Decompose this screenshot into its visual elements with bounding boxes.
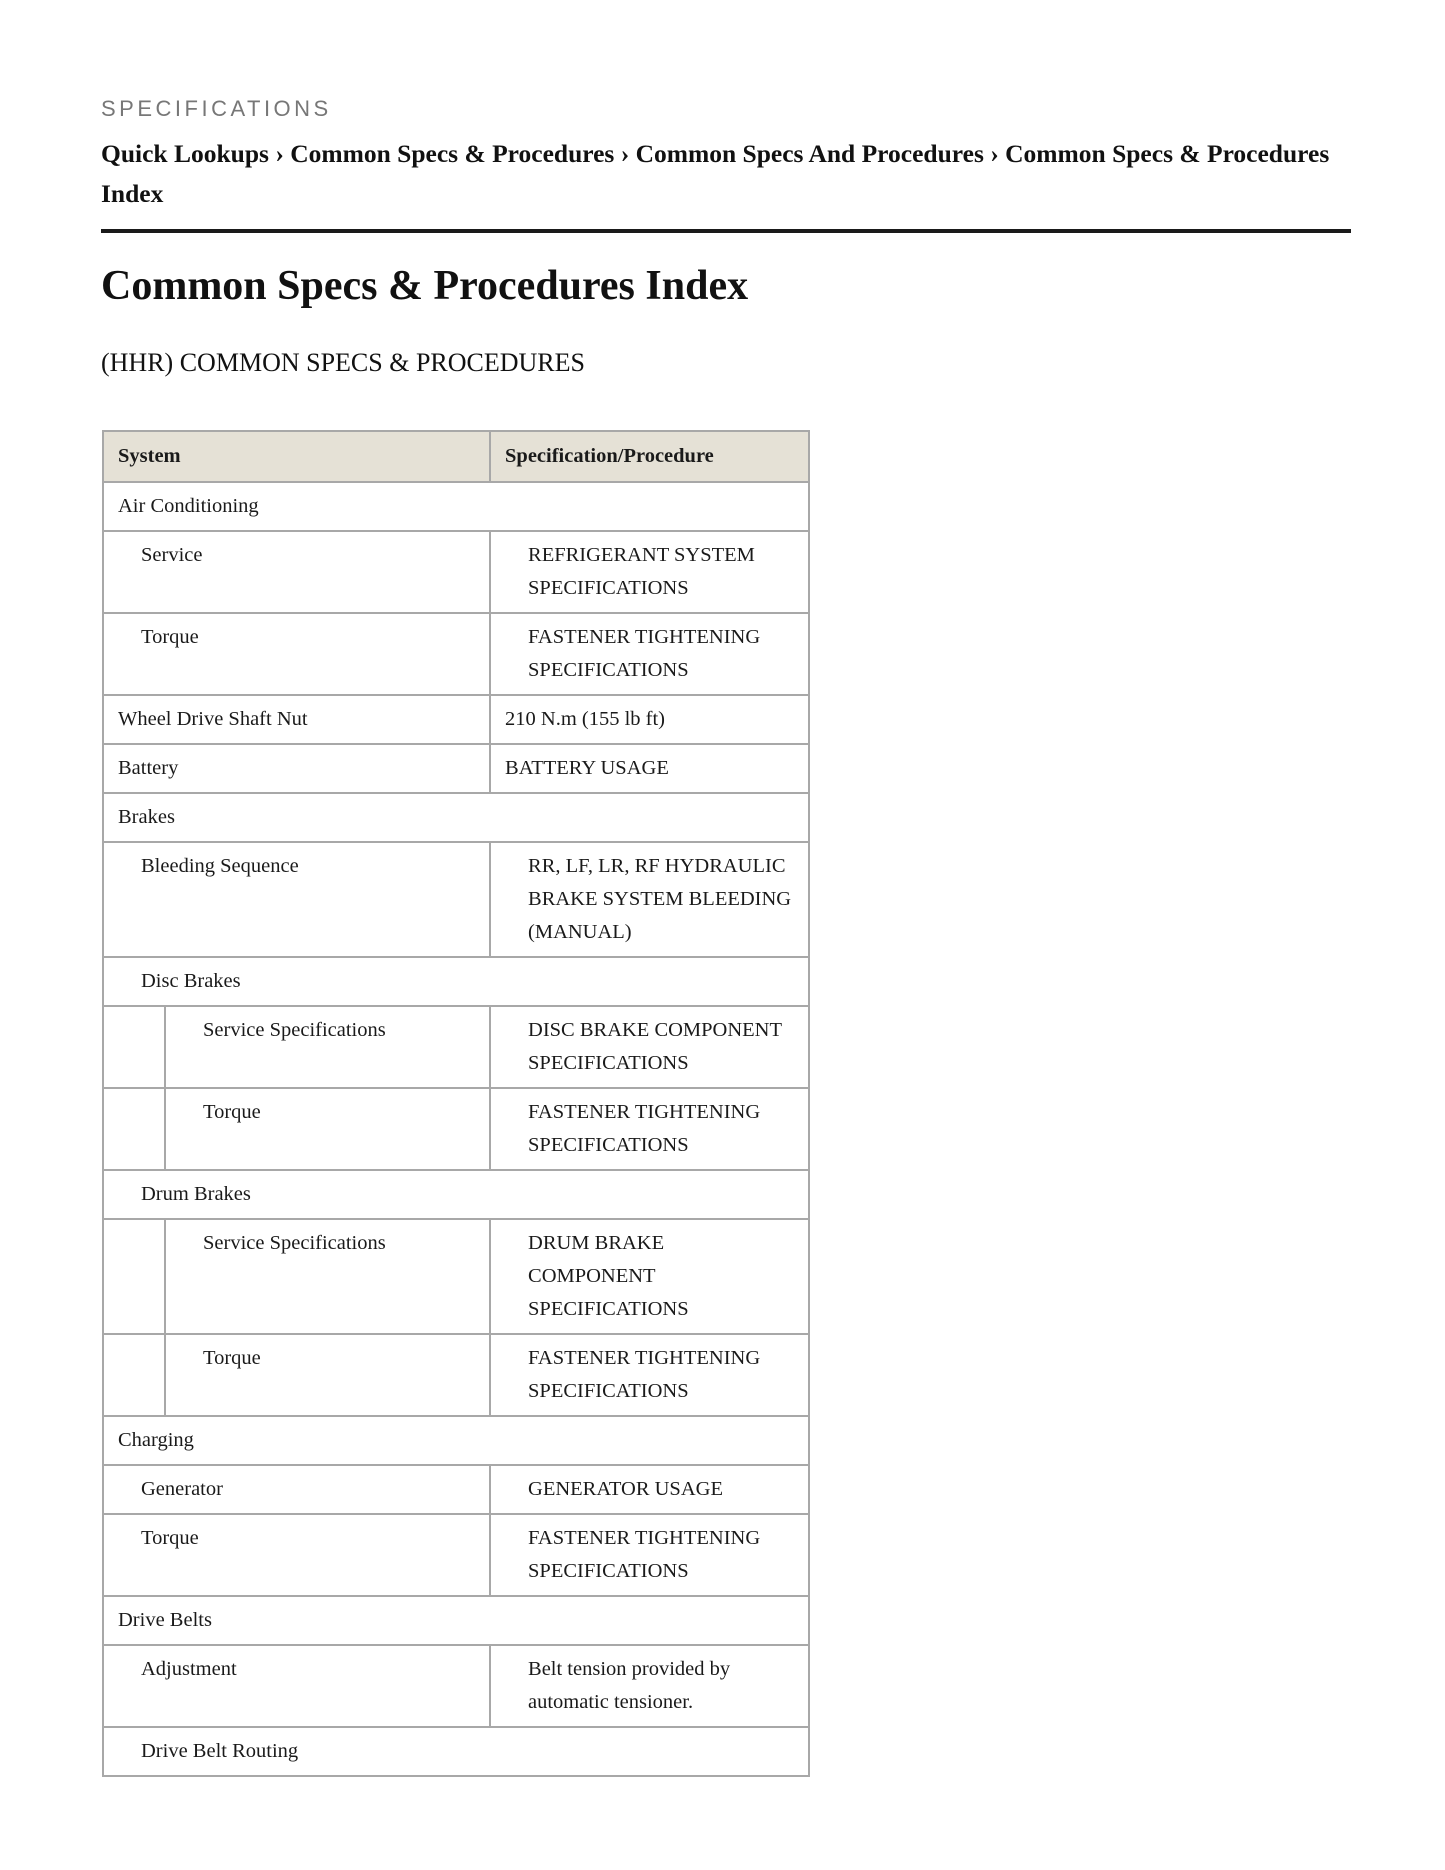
row-label: Adjustment xyxy=(103,1645,490,1727)
row-spec: FASTENER TIGHTENING SPECIFICATIONS xyxy=(490,613,809,695)
table-row xyxy=(103,1645,809,1727)
group-air-conditioning: Air Conditioning xyxy=(103,482,809,531)
row-label: Service Specifications xyxy=(165,1219,490,1334)
row-label: Service xyxy=(103,531,490,613)
row-label: Bleeding Sequence xyxy=(103,842,490,957)
row-spec: RR, LF, LR, RF HYDRAULIC BRAKE SYSTEM BLEEDING (MANUAL) xyxy=(490,842,809,957)
indent-cell xyxy=(103,1088,165,1170)
row-spec: REFRIGERANT SYSTEM SPECIFICATIONS xyxy=(490,531,809,613)
column-header-system: System xyxy=(103,431,490,482)
table-row xyxy=(103,1170,809,1219)
table-row xyxy=(103,1088,809,1170)
table-row xyxy=(103,744,809,793)
row-spec: FASTENER TIGHTENING SPECIFICATIONS xyxy=(490,1514,809,1596)
subgroup-disc-brakes: Disc Brakes xyxy=(103,957,809,1006)
row-label: Generator xyxy=(103,1465,490,1514)
table-row xyxy=(103,1334,809,1416)
table-row xyxy=(103,1465,809,1514)
row-label: Wheel Drive Shaft Nut xyxy=(103,695,490,744)
row-spec: FASTENER TIGHTENING SPECIFICATIONS xyxy=(490,1334,809,1416)
row-spec: GENERATOR USAGE xyxy=(490,1465,809,1514)
table-row xyxy=(103,1006,809,1088)
table-header-row xyxy=(103,431,809,482)
table-row xyxy=(103,613,809,695)
row-spec: DRUM BRAKE COMPONENT SPECIFICATIONS xyxy=(490,1219,809,1334)
group-drive-belts: Drive Belts xyxy=(103,1596,809,1645)
page-title: Common Specs & Procedures Index xyxy=(101,263,749,309)
table-row xyxy=(103,957,809,1006)
row-label: Torque xyxy=(165,1334,490,1416)
row-label: Torque xyxy=(103,1514,490,1596)
page-subtitle: (HHR) COMMON SPECS & PROCEDURES xyxy=(101,348,585,377)
table-row xyxy=(103,793,809,842)
table-row xyxy=(103,1514,809,1596)
indent-cell xyxy=(103,1006,165,1088)
group-brakes: Brakes xyxy=(103,793,809,842)
specs-table xyxy=(102,430,810,1777)
table-row xyxy=(103,1416,809,1465)
table-row xyxy=(103,1596,809,1645)
table-row xyxy=(103,695,809,744)
group-charging: Charging xyxy=(103,1416,809,1465)
row-label: Torque xyxy=(165,1088,490,1170)
row-label: Torque xyxy=(103,613,490,695)
table-row xyxy=(103,1727,809,1776)
column-header-spec: Specification/Procedure xyxy=(490,431,809,482)
row-spec: DISC BRAKE COMPONENT SPECIFICATIONS xyxy=(490,1006,809,1088)
table-row xyxy=(103,482,809,531)
row-label: Battery xyxy=(103,744,490,793)
indent-cell xyxy=(103,1334,165,1416)
indent-cell xyxy=(103,1219,165,1334)
breadcrumb: Quick Lookups › Common Specs & Procedures › Common Specs And Procedures › Common Specs & Procedures Index xyxy=(101,139,1330,208)
row-label: Service Specifications xyxy=(165,1006,490,1088)
row-spec: BATTERY USAGE xyxy=(490,744,809,793)
table-row xyxy=(103,1219,809,1334)
table-row xyxy=(103,842,809,957)
row-label: Drive Belt Routing xyxy=(103,1727,809,1776)
row-spec: FASTENER TIGHTENING SPECIFICATIONS xyxy=(490,1088,809,1170)
section-label: SPECIFICATIONS xyxy=(101,96,332,121)
row-spec: 210 N.m (155 lb ft) xyxy=(490,695,809,744)
header-divider xyxy=(101,229,1351,233)
subgroup-drum-brakes: Drum Brakes xyxy=(103,1170,809,1219)
row-spec: Belt tension provided by automatic tensioner. xyxy=(490,1645,809,1727)
table-row xyxy=(103,531,809,613)
